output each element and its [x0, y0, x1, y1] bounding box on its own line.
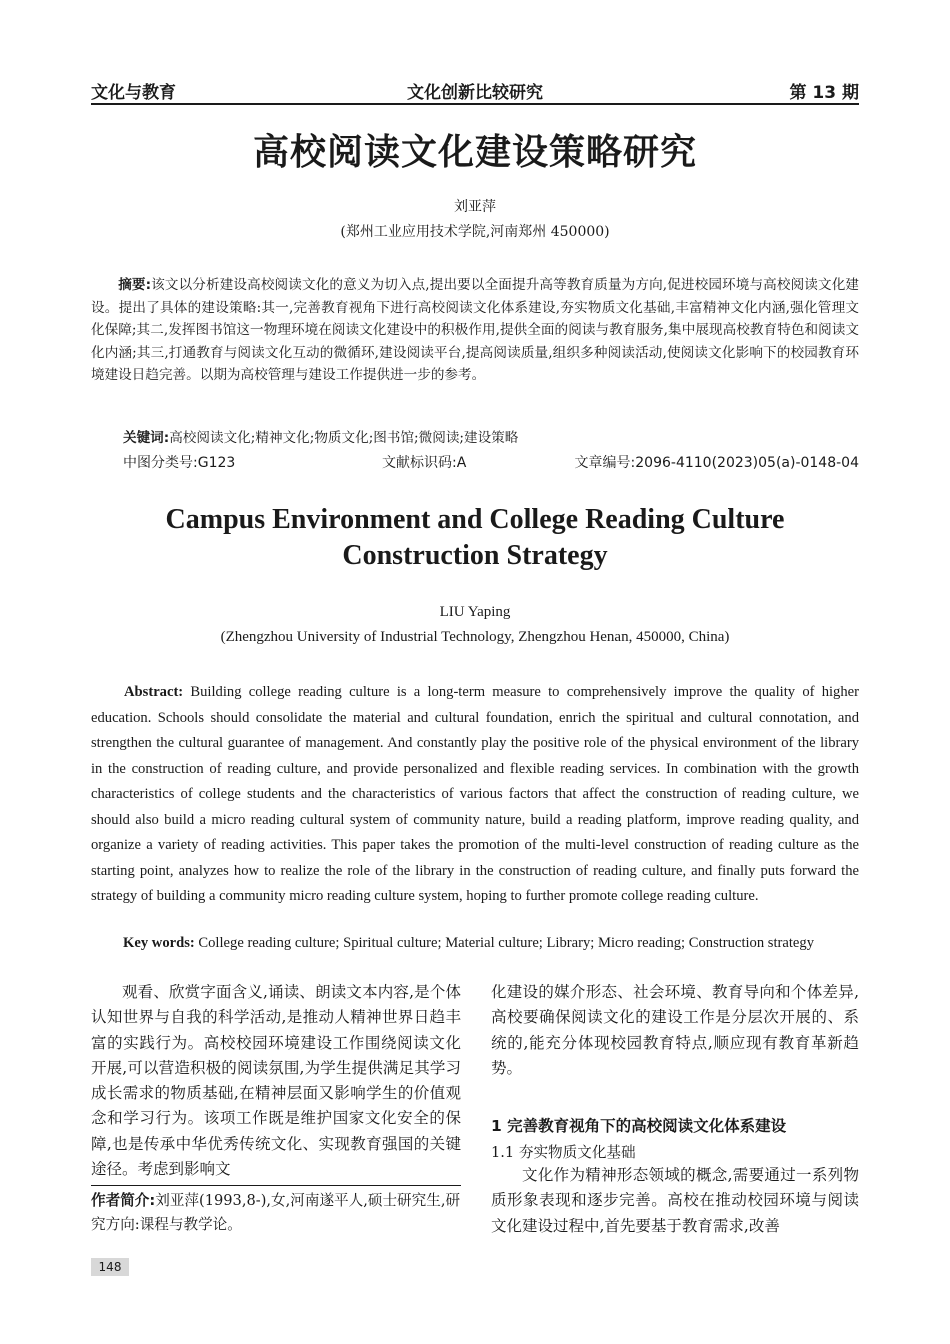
header-issue: 第 13 期 [789, 83, 859, 103]
document-code: 文献标识码:A [382, 455, 467, 471]
abstract-chinese [91, 274, 859, 387]
keywords-chinese-label: 关键词: [123, 430, 170, 446]
header-journal-section: 文化与教育 [91, 83, 176, 103]
keywords-chinese [123, 426, 859, 446]
keywords-english-label: Key words: [123, 935, 195, 951]
running-header [91, 78, 859, 102]
keywords-chinese-text: 高校阅读文化;精神文化;物质文化;图书馆;微阅读;建设策略 [169, 430, 519, 446]
body-right-paragraph-bottom: 文化作为精神形态领域的概念,需要通过一系列物质形象表现和逐步完善。高校在推动校园环境与阅读文化建设过程中,首先要基于教育需求,改善 [491, 1166, 859, 1235]
body-right-paragraph-top: 化建设的媒介形态、社会环境、教育导向和个体差异,高校要确保阅读文化的建设工作是分层次开展的、系统的,能充分体现校园教育特点,顺应现有教育革新趋势。 [491, 983, 859, 1077]
title-english-line1: Campus Environment and College Reading Culture [165, 504, 785, 535]
keywords-english-text: College reading culture; Spiritual culture; Material culture; Library; Micro reading; Construction strategy [198, 935, 814, 951]
abstract-chinese-label: 摘要: [118, 277, 152, 293]
title-english [91, 502, 859, 574]
section-heading-1-1: 1.1 夯实物质文化基础 [491, 1144, 636, 1161]
abstract-english [91, 680, 859, 910]
section-heading-1: 1 完善教育视角下的高校阅读文化体系建设 [491, 1117, 787, 1135]
footnote-rule [91, 1185, 461, 1186]
abstract-english-label: Abstract: [124, 684, 184, 700]
title-english-line2: Construction Strategy [342, 540, 608, 571]
author-english: LIU Yaping [439, 604, 511, 620]
body-left-paragraph: 观看、欣赏字面含义,诵读、朗读文本内容,是个体认知世界与自我的科学活动,是推动人精神世界日趋丰富的实践行为。高校校园环境建设工作围绕阅读文化开展,可以营造积极的阅读氛围,为学生提供满足其学习成长需求的物质基础,在精神层面又影响学生的价值观念和学习行为。该项工作既是维护国家文化安全的保障,也是传承中华优秀传统文化、实现教育强国的关键途径。考虑到影响文 [91, 983, 461, 1179]
abstract-chinese-text: 该文以分析建设高校阅读文化的意义为切入点,提出要以全面提升高等教育质量为方向,促进校园环境与高校阅读文化建设。提出了具体的建设策略:其一,完善教育视角下进行高校阅读文化体系建设,夯实物质文化基础,丰富精神文化内涵,强化管理文化保障;其二,发挥图书馆这一物理环境在阅读文化建设中的积极作用,提供全面的阅读与教育服务,集中展现高校教育特色和阅读文化内涵;其三,打通教育与阅读文化互动的微循环,建设阅读平台,提高阅读质量,组织多种阅读活动,使阅读文化影响下的校园教育环境建设日趋完善。以期为高校管理与建设工作提供进一步的参考。 [91, 277, 860, 384]
abstract-english-text: Building college reading culture is a long-term measure to comprehensively improve the quality of higher education. Schools should consolidate the material and cultural foundation, enrich the spiritual and cultural connotation, and strengthen the cultural guarantee of management. And constantly play the positive role of the physical environment of the library in the construction of reading culture, and provide personalized and flexible reading services. In combination with the growth characteristics of college students and the characteristics of various factors that affect the construction of reading culture, we should also build a micro reading cultural system of community nature, build a reading platform, improve reading quality, and organize a variety of reading activities. This paper takes the promotion of the multi-level construction of reading culture as the starting point, analyzes how to realize the role of the library in the construction of reading culture, and finally puts forward the strategy of building a community micro reading culture system, hoping to further promote college reading culture. [91, 684, 859, 904]
title-chinese: 高校阅读文化建设策略研究 [252, 131, 697, 173]
author-bio-label: 作者简介: [91, 1192, 156, 1209]
classification-row [123, 452, 859, 472]
body-left-column [91, 980, 461, 1182]
author-chinese: 刘亚萍 [454, 199, 496, 215]
affiliation-chinese: (郑州工业应用技术学院,河南郑州 450000) [340, 224, 610, 240]
clc-number: 中图分类号:G123 [123, 455, 236, 471]
header-rule [91, 103, 859, 105]
body-right-column [491, 980, 859, 1081]
keywords-english [123, 935, 863, 952]
affiliation-english: (Zhengzhou University of Industrial Technology, Zhengzhou Henan, 450000, China) [220, 629, 730, 645]
header-journal-name: 文化创新比较研究 [407, 83, 543, 103]
article-number: 文章编号:2096-4110(2023)05(a)-0148-04 [574, 455, 859, 471]
page-number: 148 [91, 1258, 129, 1276]
author-bio [91, 1189, 461, 1237]
author-bio-text: 刘亚萍(1993,8-),女,河南遂平人,硕士研究生,研究方向:课程与教学论。 [91, 1192, 461, 1233]
